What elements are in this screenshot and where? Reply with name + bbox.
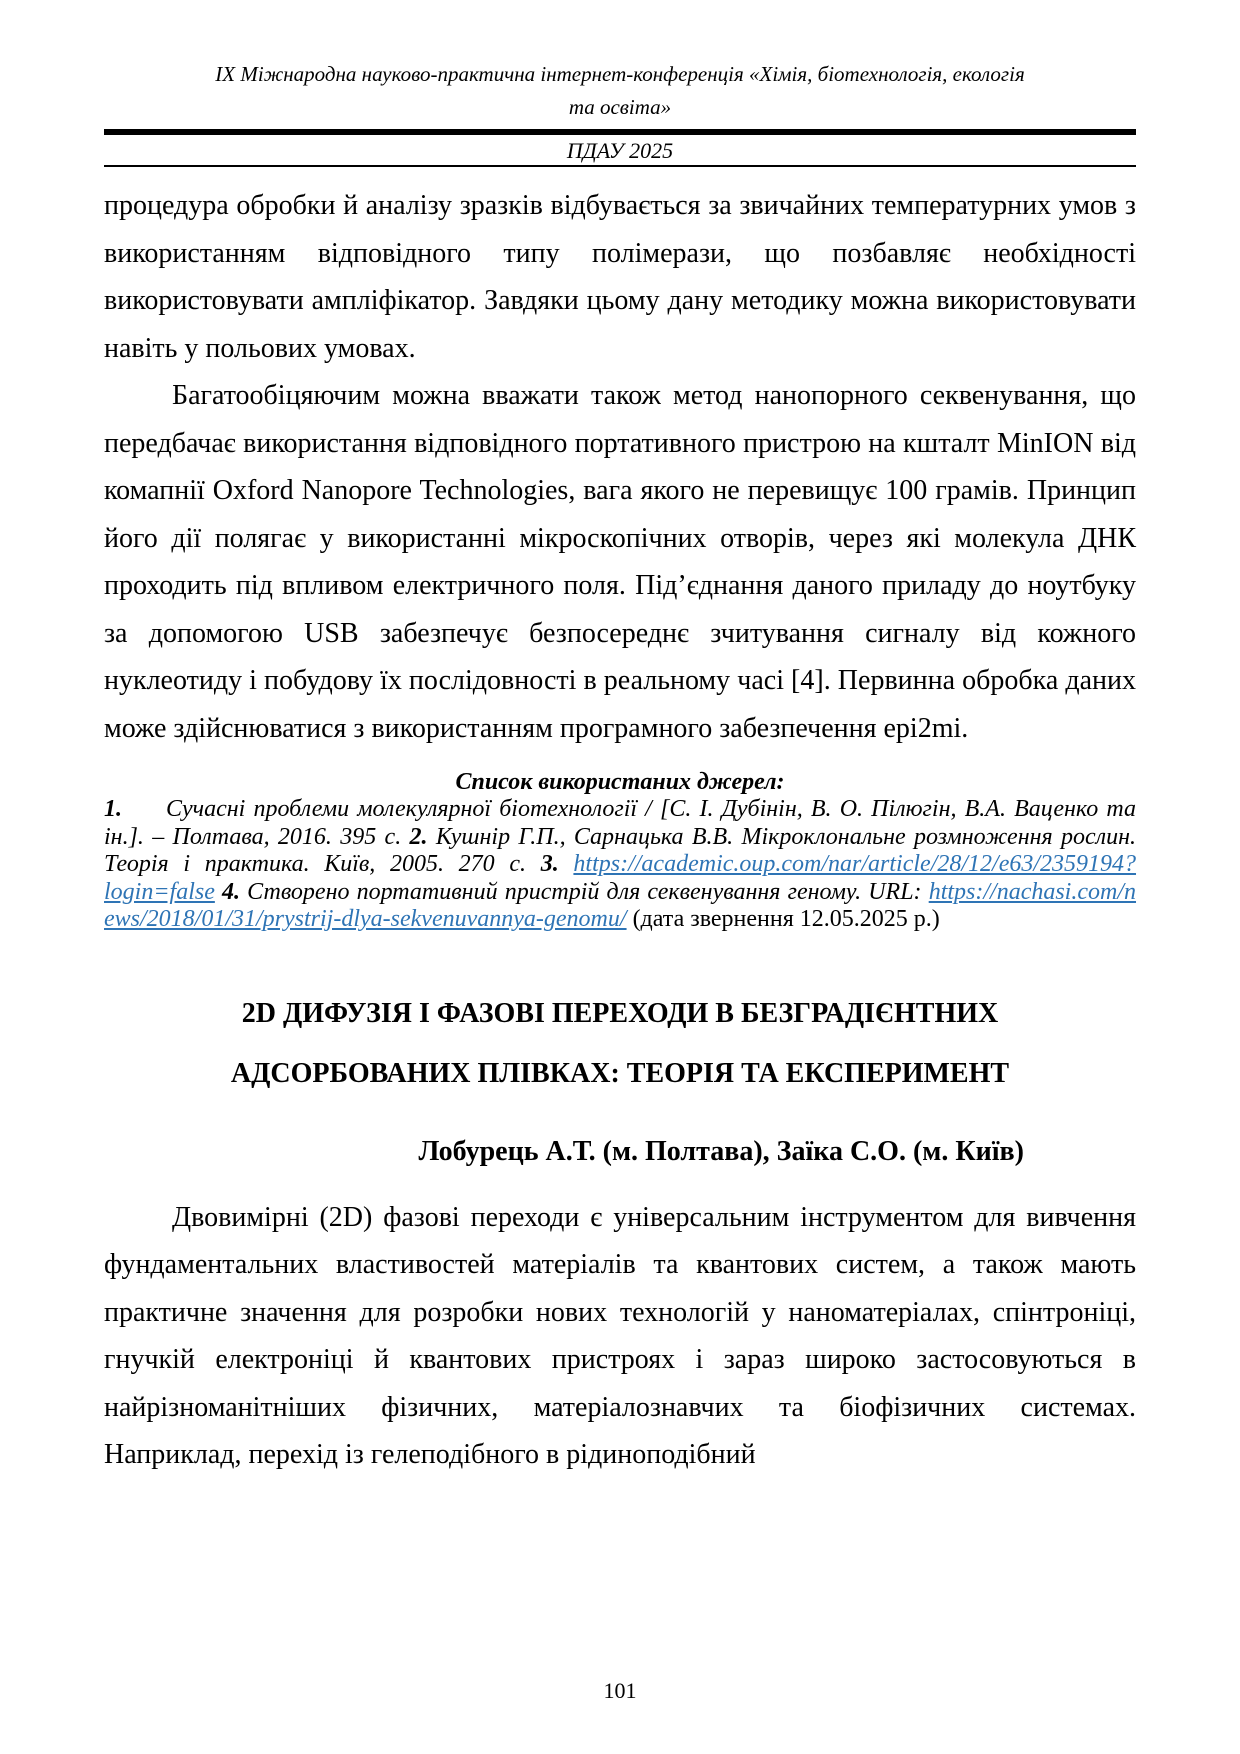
- article-paragraph-1: Двовимірні (2D) фазові переходи є універсальним інструментом для вивчення фундаментальних властивостей матеріалів та квантових систем, а також мають практичне значення для розробки нових технологій у наноматеріалах, спінтроніці, гнучкій електроніці й квантових пристроях і зараз широко застосовуються в найрізноманітніших фізичних, матеріалознавчих та біофізичних системах. Наприклад, перехід із гелеподібного в рідиноподібний: [104, 1201, 1136, 1470]
- reference-3-link[interactable]: https://academic.oup.com/nar/article/28/12/e63/2359194?login=false: [104, 851, 1137, 905]
- conference-header: [104, 58, 1136, 124]
- reference-1-number: 1.: [104, 796, 122, 822]
- reference-4-text: Створено портативний пристрій для секвенування геному. URL:: [247, 878, 922, 905]
- reference-2-number: 2.: [409, 823, 428, 850]
- article-authors: Лобурець А.Т. (м. Полтава), Заїка С.О. (м. Київ): [418, 1135, 1024, 1167]
- body-paragraph-1: процедура обробки й аналізу зразків відбувається за звичайних температурних умов з використанням відповідного типу полімерази, що позбавляє необхідності використовувати ампліфікатор. Завдяки цьому дану методику можна використовувати навіть у польових умовах.: [104, 190, 1136, 364]
- conference-title-line1: IX Міжнародна науково-практична інтернет-конференція «Хімія, біотехнологія, екологія: [215, 62, 1025, 86]
- header-org-line: ПДАУ 2025: [566, 138, 674, 163]
- reference-1-text: Сучасні проблеми молекулярної біотехнології / [С. І. Дубінін, В. О. Пілюгін, В.А. Ваценко та ін.]. – Полтава, 2016. 395 с.: [104, 796, 1136, 850]
- reference-2-text: Кушнір Г.П., Сарнацька В.В. Мікроклональне розмноження рослин. Теорія і практика. Київ, 2005. 270 с.: [104, 823, 1136, 877]
- reference-4-access-date: (дата звернення 12.05.2025 р.): [632, 906, 940, 932]
- reference-3-number: 3.: [540, 851, 559, 877]
- page-number: 101: [603, 1678, 637, 1703]
- reference-4-number: 4.: [222, 878, 240, 905]
- article-title: [104, 984, 1136, 1104]
- body-paragraph-2: Багатообіцяючим можна вважати також метод нанопорного секвенування, що передбачає використання відповідного портативного пристрою на кшталт MinION від комапнії Oxford Nanopore Technologies, вага якого не перевищує 100 грамів. Принцип його дії полягає у використанні мікроскопічних отворів, через які молекула ДНК проходить під впливом електричного поля. Під’єднання даного приладу до ноутбуку за допомогою USB забезпечує безпосереднє зчитування сигналу від кожного нуклеотиду і побудову їх послідовності в реальному часі [4]. Первинна обробка даних може здійснюватися з використанням програмного забезпечення epi2mi.: [104, 380, 1136, 744]
- conference-title-line2: та освіта»: [568, 95, 672, 119]
- article-title-line1: 2D ДИФУЗІЯ І ФАЗОВІ ПЕРЕХОДИ В БЕЗГРАДІЄНТНИХ: [241, 997, 999, 1029]
- references-heading: Список використаних джерел:: [455, 769, 785, 795]
- reference-4-link[interactable]: https://nachasi.com/news/2018/01/31/prystrij-dlya-sekvenuvannya-genomu/: [104, 878, 1137, 932]
- references-paragraph: [104, 796, 1136, 934]
- header-thin-rule: [104, 165, 1136, 167]
- article-title-line2: АДСОРБОВАНИХ ПЛІВКАХ: ТЕОРІЯ ТА ЕКСПЕРИМЕНТ: [230, 1057, 1010, 1089]
